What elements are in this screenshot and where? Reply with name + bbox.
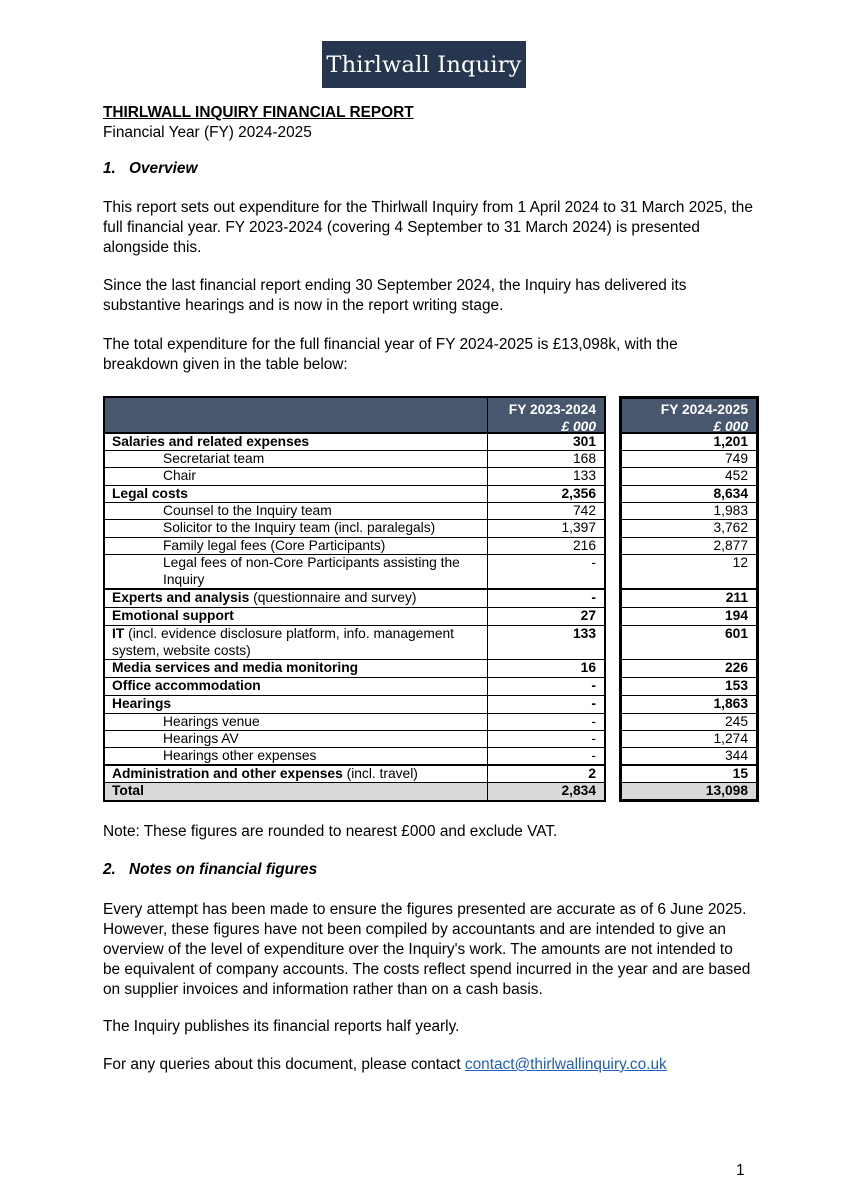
- row-value-2023-2024: -: [488, 748, 606, 765]
- row-value-2024-2025: 226: [619, 660, 759, 678]
- table-header-fy-2023-2024: [488, 396, 606, 434]
- row-label: Hearings: [103, 696, 488, 714]
- section-2-title: Notes on financial figures: [129, 861, 318, 878]
- row-value-2023-2024: -: [488, 678, 606, 696]
- row-label: Experts and analysis (questionnaire and survey): [103, 589, 488, 608]
- rounding-note: Note: These figures are rounded to nearest £000 and exclude VAT.: [103, 823, 558, 840]
- report-subtitle: Financial Year (FY) 2024-2025: [103, 124, 312, 141]
- table-total-row: [103, 783, 759, 802]
- overview-paragraph-1: This report sets out expenditure for the Thirlwall Inquiry from 1 April 2024 to 31 March 2025, the full financial year. FY 2023-2024 (covering 4 September to 31 March 2024) is presented alongside this.: [103, 199, 753, 256]
- row-label: IT (incl. evidence disclosure platform, info. management system, website costs): [103, 626, 488, 660]
- row-value-2024-2025: 194: [619, 608, 759, 626]
- row-label: Secretariat team: [103, 451, 488, 468]
- row-value-2023-2024: 2,834: [488, 783, 606, 802]
- table-row: [103, 714, 759, 731]
- table-row: [103, 555, 759, 589]
- table-row: [103, 589, 759, 608]
- overview-paragraph-3: The total expenditure for the full financial year of FY 2024-2025 is £13,098k, with the breakdown given in the table below:: [103, 336, 678, 373]
- row-label: Family legal fees (Core Participants): [103, 538, 488, 555]
- row-value-2023-2024: -: [488, 589, 606, 608]
- notes-paragraph-1: Every attempt has been made to ensure the figures presented are accurate as of 6 June 2025. However, these figures have not been compiled by accountants and are intended to give an overview of the level of expenditure over the Inquiry's work. The amounts are not intended to be equivalent of company accounts. The costs reflect spend incurred in the year and are based on supplier invoices and information rather than on a cash basis.: [103, 901, 751, 998]
- section-1-number: 1.: [103, 160, 116, 177]
- table-row: [103, 520, 759, 538]
- row-value-2023-2024: 742: [488, 503, 606, 520]
- row-value-2023-2024: 216: [488, 538, 606, 555]
- table-row: [103, 678, 759, 696]
- table-row: [103, 468, 759, 486]
- row-label: Solicitor to the Inquiry team (incl. paralegals): [103, 520, 488, 538]
- header-year: FY 2024-2025: [660, 402, 748, 417]
- row-value-2023-2024: 301: [488, 434, 606, 451]
- contact-paragraph: [103, 1055, 753, 1075]
- section-2-number: 2.: [103, 861, 116, 878]
- row-value-2024-2025: 1,274: [619, 731, 759, 748]
- row-label: Total: [103, 783, 488, 802]
- row-label: Media services and media monitoring: [103, 660, 488, 678]
- row-label: Hearings AV: [103, 731, 488, 748]
- row-value-2024-2025: 452: [619, 468, 759, 486]
- table-row: [103, 660, 759, 678]
- section-1-heading: [103, 159, 753, 179]
- table-row: [103, 538, 759, 555]
- row-label: Counsel to the Inquiry team: [103, 503, 488, 520]
- header-unit: £ 000: [561, 419, 596, 434]
- row-label: Hearings venue: [103, 714, 488, 731]
- row-value-2023-2024: 133: [488, 468, 606, 486]
- row-value-2024-2025: 3,762: [619, 520, 759, 538]
- row-value-2024-2025: 1,201: [619, 434, 759, 451]
- table-row: [103, 626, 759, 660]
- table-row: [103, 503, 759, 520]
- row-label: Administration and other expenses (incl. travel): [103, 765, 488, 783]
- table-row: [103, 486, 759, 503]
- table-row: [103, 696, 759, 714]
- table-row: [103, 608, 759, 626]
- row-value-2024-2025: 153: [619, 678, 759, 696]
- row-label: Legal costs: [103, 486, 488, 503]
- row-value-2024-2025: 344: [619, 748, 759, 765]
- row-value-2024-2025: 13,098: [619, 783, 759, 802]
- row-value-2023-2024: 16: [488, 660, 606, 678]
- section-1-title: Overview: [129, 160, 198, 177]
- row-value-2023-2024: 168: [488, 451, 606, 468]
- row-value-2024-2025: 211: [619, 589, 759, 608]
- table-header-fy-2024-2025: [619, 396, 759, 434]
- row-value-2023-2024: 2: [488, 765, 606, 783]
- row-label: Hearings other expenses: [103, 748, 488, 765]
- row-value-2024-2025: 1,983: [619, 503, 759, 520]
- row-value-2023-2024: 1,397: [488, 520, 606, 538]
- contact-text: For any queries about this document, please contact: [103, 1056, 465, 1073]
- row-label: Chair: [103, 468, 488, 486]
- row-value-2023-2024: -: [488, 696, 606, 714]
- table-row: [103, 434, 759, 451]
- thirlwall-inquiry-logo: [322, 41, 526, 88]
- row-value-2023-2024: -: [488, 731, 606, 748]
- row-value-2023-2024: -: [488, 555, 606, 589]
- row-value-2023-2024: 2,356: [488, 486, 606, 503]
- row-value-2024-2025: 15: [619, 765, 759, 783]
- row-value-2024-2025: 12: [619, 555, 759, 589]
- row-value-2024-2025: 8,634: [619, 486, 759, 503]
- table-row: [103, 731, 759, 748]
- row-value-2024-2025: 749: [619, 451, 759, 468]
- expenditure-table: [103, 396, 759, 803]
- row-value-2024-2025: 601: [619, 626, 759, 660]
- row-value-2024-2025: 245: [619, 714, 759, 731]
- header-year: FY 2023-2024: [508, 402, 596, 417]
- row-value-2023-2024: 133: [488, 626, 606, 660]
- row-label: Legal fees of non-Core Participants assisting the Inquiry: [103, 555, 488, 589]
- row-label: Salaries and related expenses: [103, 434, 488, 451]
- row-value-2023-2024: -: [488, 714, 606, 731]
- notes-paragraph-2: The Inquiry publishes its financial reports half yearly.: [103, 1018, 460, 1035]
- table-row: [103, 748, 759, 765]
- contact-email-link[interactable]: contact@thirlwallinquiry.co.uk: [464, 1056, 667, 1073]
- row-label: Emotional support: [103, 608, 488, 626]
- row-value-2023-2024: 27: [488, 608, 606, 626]
- row-label: Office accommodation: [103, 678, 488, 696]
- section-2-heading: [103, 860, 753, 880]
- report-title: THIRLWALL INQUIRY FINANCIAL REPORT: [103, 104, 414, 121]
- table-row: [103, 765, 759, 783]
- row-value-2024-2025: 1,863: [619, 696, 759, 714]
- page-number: 1: [736, 1162, 745, 1179]
- row-value-2024-2025: 2,877: [619, 538, 759, 555]
- header-unit: £ 000: [713, 419, 748, 434]
- overview-paragraph-2: Since the last financial report ending 30 September 2024, the Inquiry has delivered its substantive hearings and is now in the report writing stage.: [103, 277, 687, 314]
- table-row: [103, 451, 759, 468]
- logo-text: Thirlwall Inquiry: [326, 51, 522, 78]
- table-header-blank: [103, 396, 488, 434]
